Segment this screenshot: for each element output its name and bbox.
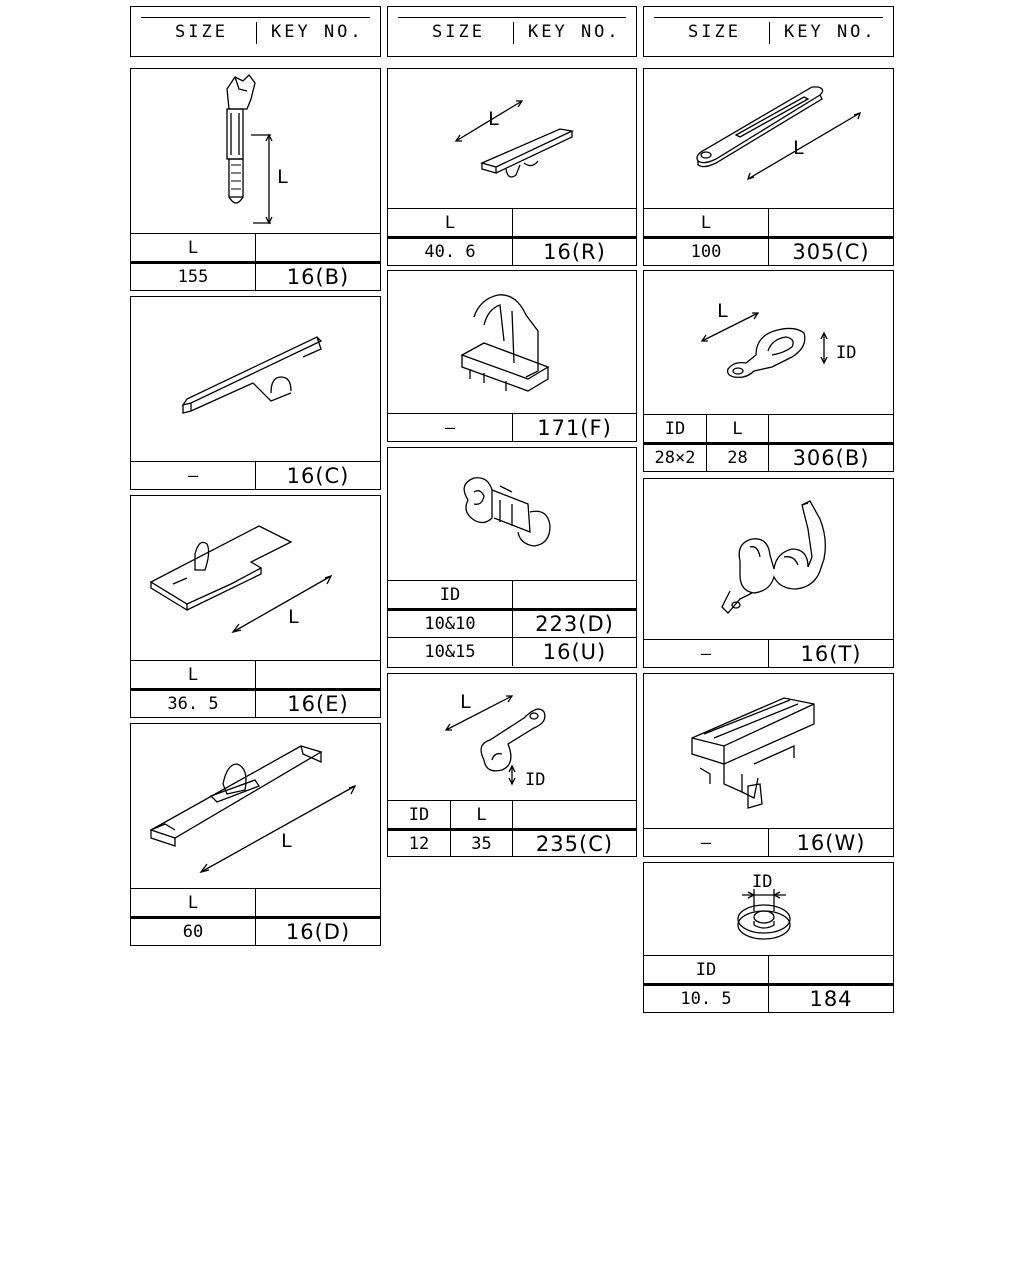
size-value: 10&15	[388, 638, 513, 666]
dim-l-annotation: L	[793, 137, 805, 159]
key-number: 235(C)	[535, 831, 614, 856]
part-card-16e	[130, 495, 381, 718]
dim-label-id: ID	[388, 801, 451, 828]
part-illustration	[388, 69, 636, 208]
key-number: 16(C)	[286, 464, 350, 488]
size-value: —	[131, 462, 256, 490]
dim-label-id: ID	[644, 415, 707, 442]
dim-id-annotation: ID	[752, 872, 773, 892]
part-illustration	[388, 448, 636, 580]
key-no-header: KEY NO.	[271, 22, 364, 42]
header-col-3	[643, 6, 894, 57]
part-illustration	[388, 271, 636, 413]
part-card-16b	[130, 68, 381, 291]
header-col-1	[130, 6, 381, 57]
part-illustration	[388, 674, 636, 800]
dim-l-annotation: L	[460, 691, 472, 713]
dim-label-l: L	[388, 209, 513, 236]
part-card-16c	[130, 296, 381, 490]
dim-label-id: ID	[644, 956, 769, 983]
key-number: 16(U)	[542, 640, 607, 664]
size-header: SIZE	[175, 22, 228, 42]
size-header: SIZE	[432, 22, 485, 42]
size-value: —	[388, 414, 513, 441]
part-card-16w	[643, 673, 894, 857]
key-number: 16(B)	[286, 265, 350, 289]
part-illustration	[131, 297, 380, 461]
dim-id-annotation: ID	[525, 770, 546, 790]
key-number: 171(F)	[537, 415, 612, 440]
key-number: 16(W)	[796, 830, 866, 855]
key-number: 16(E)	[287, 692, 349, 716]
dim-l-annotation: L	[488, 108, 500, 130]
key-number: 223(D)	[535, 612, 614, 636]
key-number: 16(R)	[543, 240, 606, 264]
size-value: 10&10	[388, 611, 513, 637]
dim-l-annotation: L	[281, 830, 293, 852]
key-number: 16(D)	[285, 920, 351, 944]
size-value: 155	[131, 264, 256, 290]
dim-label-l: L	[451, 801, 513, 828]
key-number: 16(T)	[800, 641, 862, 666]
size-value: 40. 6	[388, 239, 513, 265]
part-illustration	[131, 69, 380, 233]
size-l-value: 28	[707, 445, 769, 471]
dim-label-l: L	[131, 234, 256, 261]
part-card-16r	[387, 68, 637, 266]
size-l-value: 35	[451, 831, 513, 856]
key-no-header: KEY NO.	[784, 22, 877, 42]
part-card-16t	[643, 478, 894, 668]
size-value: 10. 5	[644, 986, 769, 1012]
part-card-305c	[643, 68, 894, 266]
dim-label-id: ID	[388, 581, 513, 608]
part-illustration	[131, 496, 380, 660]
key-no-header: KEY NO.	[528, 22, 621, 42]
dim-l-annotation: L	[717, 300, 729, 322]
size-value: 100	[644, 239, 769, 265]
part-card-171f	[387, 270, 637, 442]
part-illustration	[644, 674, 893, 828]
dim-label-l: L	[131, 661, 256, 688]
key-number: 305(C)	[792, 240, 870, 264]
header-col-2	[387, 6, 637, 57]
size-value: 60	[131, 919, 256, 945]
part-card-16d	[130, 723, 381, 946]
size-value: —	[644, 640, 769, 667]
part-illustration	[644, 69, 893, 208]
size-value: —	[644, 829, 769, 856]
part-card-235c	[387, 673, 637, 857]
dim-l-annotation: L	[277, 166, 289, 188]
size-id-value: 28×2	[644, 445, 707, 471]
key-number: 306(B)	[792, 446, 870, 470]
part-illustration	[131, 724, 380, 888]
part-illustration	[644, 479, 893, 639]
dim-l-annotation: L	[288, 606, 300, 628]
key-number: 184	[809, 987, 853, 1011]
part-card-223d-16u	[387, 447, 637, 668]
part-card-306b	[643, 270, 894, 472]
size-value: 36. 5	[131, 691, 256, 717]
dim-label-l: L	[707, 415, 769, 442]
dim-label-l: L	[644, 209, 769, 236]
dim-label-l: L	[131, 889, 256, 916]
size-header: SIZE	[688, 22, 741, 42]
dim-id-annotation: ID	[836, 343, 857, 363]
size-id-value: 12	[388, 831, 451, 856]
